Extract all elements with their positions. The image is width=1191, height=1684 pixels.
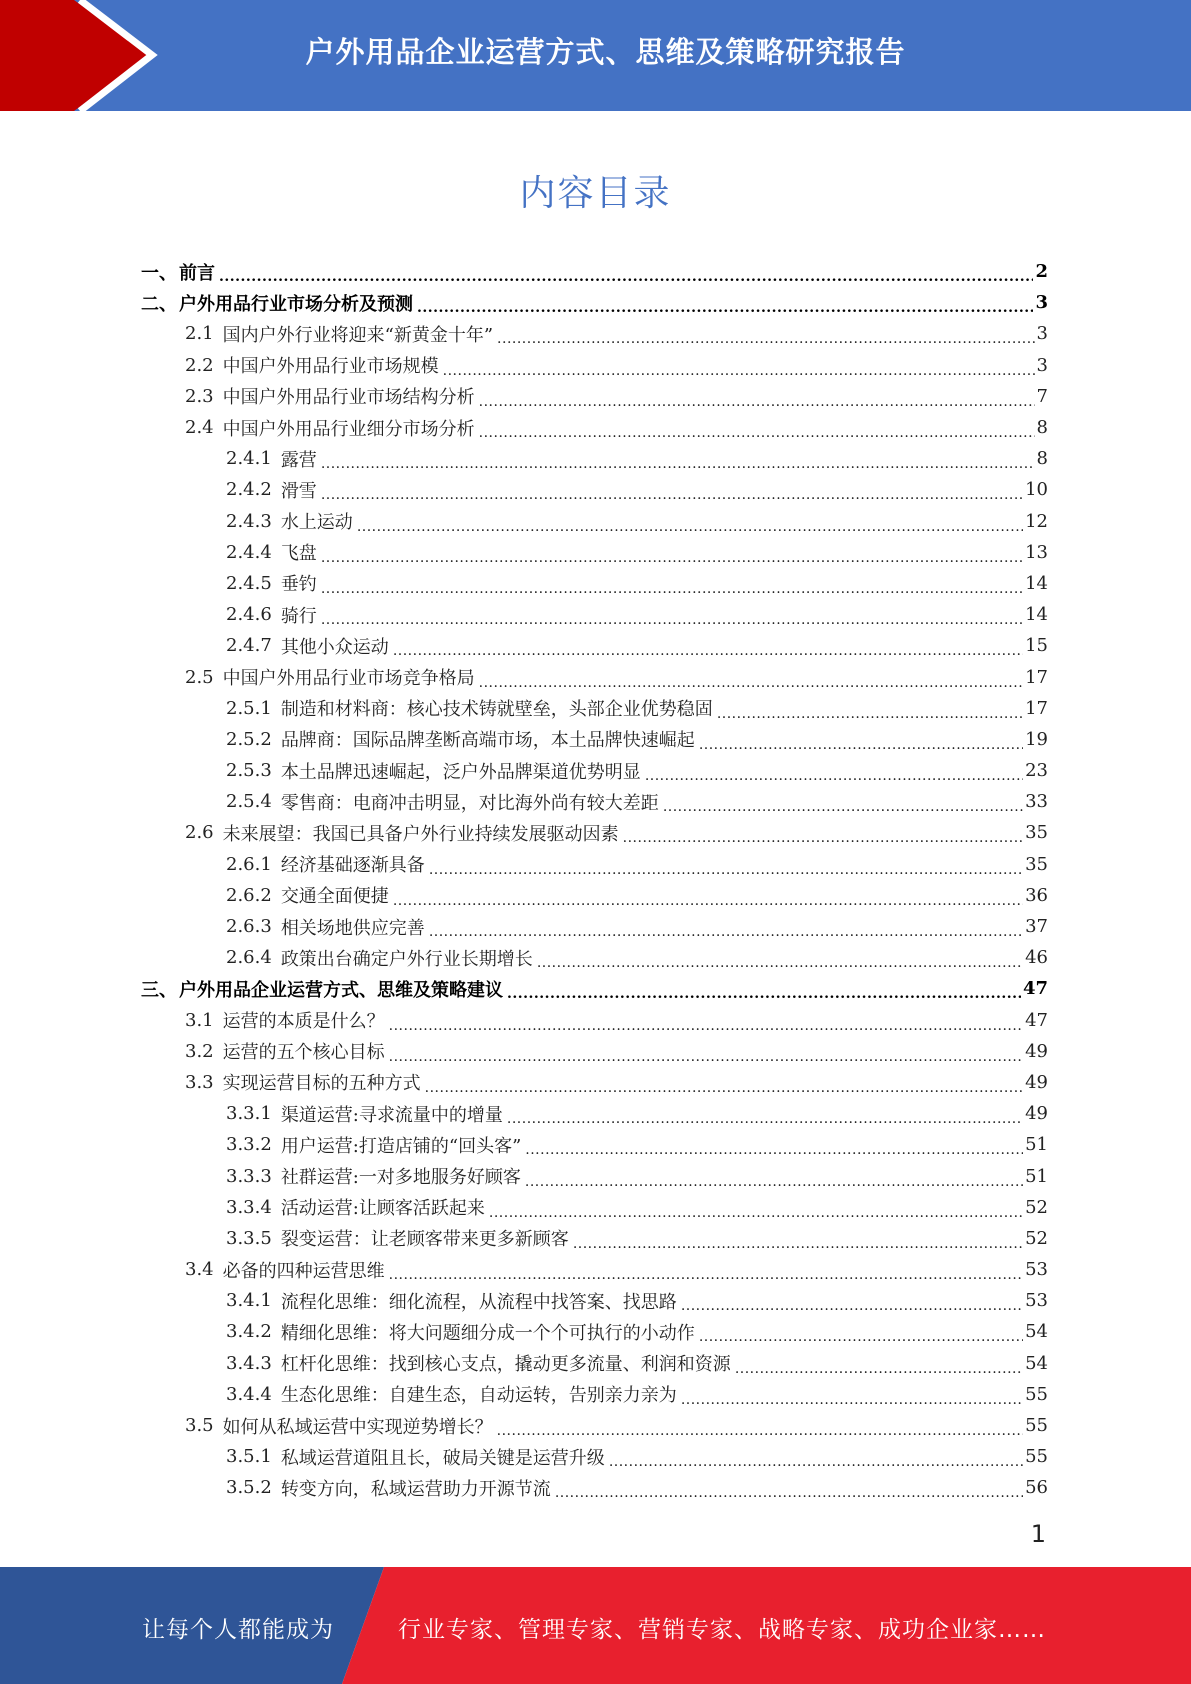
toc-entry-title: 露营 bbox=[280, 449, 317, 471]
toc-entry-page: 51 bbox=[1025, 1134, 1048, 1156]
toc-entry-page: 52 bbox=[1025, 1196, 1048, 1218]
toc-entry-title: 运营的本质是什么？ bbox=[222, 1011, 385, 1033]
toc-dot-leader bbox=[389, 1045, 1023, 1066]
toc-dot-leader bbox=[681, 1294, 1023, 1315]
toc-dot-leader bbox=[525, 1170, 1023, 1191]
toc-entry-page: 3 bbox=[1035, 292, 1048, 314]
toc-entry-page: 17 bbox=[1025, 697, 1048, 719]
toc-entry-title: 零售商：电商冲击明显，对比海外尚有较大差距 bbox=[280, 792, 659, 814]
toc-entry[interactable] bbox=[141, 1410, 1048, 1441]
toc-entry[interactable] bbox=[141, 1160, 1048, 1191]
toc-entry-page: 13 bbox=[1025, 541, 1048, 563]
toc-entry[interactable] bbox=[141, 443, 1048, 474]
table-of-contents bbox=[141, 256, 1048, 1504]
header-band bbox=[0, 0, 1191, 111]
toc-entry[interactable] bbox=[141, 880, 1048, 911]
toc-entry-number: 2.4.2 bbox=[226, 479, 272, 501]
toc-entry-number: 二、 bbox=[141, 293, 177, 315]
toc-entry-page: 8 bbox=[1036, 448, 1048, 470]
toc-entry-page: 54 bbox=[1025, 1352, 1048, 1374]
toc-entry[interactable] bbox=[141, 1223, 1048, 1254]
toc-entry-page: 7 bbox=[1036, 385, 1048, 407]
toc-dot-leader bbox=[417, 296, 1033, 317]
toc-entry-page: 52 bbox=[1025, 1227, 1048, 1249]
toc-entry[interactable] bbox=[141, 599, 1048, 630]
toc-entry[interactable] bbox=[141, 287, 1048, 318]
toc-entry-title: 相关场地供应完善 bbox=[280, 917, 425, 939]
toc-entry-title: 中国户外用品行业市场结构分析 bbox=[222, 387, 475, 409]
toc-entry[interactable] bbox=[141, 1254, 1048, 1285]
toc-entry[interactable] bbox=[141, 1348, 1048, 1379]
toc-entry-title: 如何从私域运营中实现逆势增长？ bbox=[222, 1416, 493, 1438]
toc-dot-leader bbox=[425, 1076, 1023, 1097]
toc-entry-title: 杠杆化思维：找到核心支点，撬动更多流量、利润和资源 bbox=[280, 1354, 731, 1376]
toc-entry-number: 2.3 bbox=[185, 385, 214, 407]
toc-entry-number: 3.3.1 bbox=[226, 1103, 272, 1125]
toc-entry-number: 2.5 bbox=[185, 666, 214, 688]
toc-entry-page: 51 bbox=[1025, 1165, 1048, 1187]
toc-dot-leader bbox=[699, 1325, 1023, 1346]
toc-entry-page: 14 bbox=[1025, 604, 1048, 626]
toc-entry-title: 生态化思维：自建生态，自动运转，告别亲力亲为 bbox=[280, 1385, 677, 1407]
toc-entry-number: 三、 bbox=[141, 979, 177, 1001]
toc-entry-title: 其他小众运动 bbox=[280, 636, 389, 658]
toc-dot-leader bbox=[497, 327, 1035, 348]
toc-entry-number: 3.3.2 bbox=[226, 1134, 272, 1156]
toc-entry-page: 49 bbox=[1025, 1071, 1048, 1093]
toc-entry-page: 35 bbox=[1025, 853, 1048, 875]
toc-entry-number: 2.6.2 bbox=[226, 884, 272, 906]
toc-entry-page: 12 bbox=[1025, 510, 1048, 532]
toc-entry-number: 3.3.4 bbox=[226, 1196, 272, 1218]
toc-entry-number: 3.5.1 bbox=[226, 1446, 272, 1468]
toc-dot-leader bbox=[497, 1419, 1023, 1440]
toc-entry-title: 品牌商：国际品牌垄断高端市场，本土品牌快速崛起 bbox=[280, 730, 695, 752]
toc-dot-leader bbox=[389, 1014, 1023, 1035]
toc-entry-page: 19 bbox=[1025, 728, 1048, 750]
toc-entry-number: 3.4.4 bbox=[226, 1383, 272, 1405]
toc-dot-leader bbox=[357, 515, 1023, 536]
toc-entry-number: 3.1 bbox=[185, 1009, 214, 1031]
toc-entry-title: 流程化思维：细化流程，从流程中找答案、找思路 bbox=[280, 1291, 677, 1313]
toc-entry-title: 滑雪 bbox=[280, 480, 317, 502]
toc-entry-title: 裂变运营：让老顾客带来更多新顾客 bbox=[280, 1229, 569, 1251]
toc-entry[interactable] bbox=[141, 630, 1048, 661]
toc-entry-page: 54 bbox=[1025, 1321, 1048, 1343]
report-title: 户外用品企业运营方式、思维及策略研究报告 bbox=[305, 35, 906, 69]
toc-entry-number: 2.6.3 bbox=[226, 916, 272, 938]
toc-entry-number: 2.4.1 bbox=[226, 448, 272, 470]
toc-entry-title: 实现运营目标的五种方式 bbox=[222, 1073, 421, 1095]
toc-entry-number: 3.3 bbox=[185, 1071, 214, 1093]
toc-entry-page: 53 bbox=[1025, 1259, 1048, 1281]
toc-heading: 内容目录 bbox=[519, 173, 672, 214]
toc-entry[interactable] bbox=[141, 786, 1048, 817]
toc-entry[interactable] bbox=[141, 1098, 1048, 1129]
toc-dot-leader bbox=[321, 452, 1035, 473]
toc-dot-leader bbox=[393, 889, 1023, 910]
toc-dot-leader bbox=[555, 1481, 1023, 1502]
toc-entry[interactable] bbox=[141, 1316, 1048, 1347]
toc-entry-title: 制造和材料商：核心技术铸就壁垒，头部企业优势稳固 bbox=[280, 699, 713, 721]
toc-entry-title: 国内户外行业将迎来“新黄金十年” bbox=[222, 324, 494, 346]
toc-entry-title: 渠道运营:寻求流量中的增量 bbox=[280, 1104, 503, 1126]
toc-dot-leader bbox=[645, 764, 1023, 785]
toc-entry-page: 55 bbox=[1025, 1415, 1048, 1437]
toc-entry-title: 精细化思维：将大问题细分成一个个可执行的小动作 bbox=[280, 1322, 695, 1344]
toc-dot-leader bbox=[717, 702, 1023, 723]
toc-entry[interactable] bbox=[141, 474, 1048, 505]
toc-entry-title: 中国户外用品行业细分市场分析 bbox=[222, 418, 475, 440]
toc-entry[interactable] bbox=[141, 693, 1048, 724]
toc-entry[interactable] bbox=[141, 1192, 1048, 1223]
toc-entry-number: 3.4.2 bbox=[226, 1321, 272, 1343]
toc-entry-number: 3.4 bbox=[185, 1259, 214, 1281]
toc-dot-leader bbox=[321, 546, 1023, 567]
toc-entry-number: 2.5.2 bbox=[226, 728, 272, 750]
toc-entry-page: 36 bbox=[1025, 884, 1048, 906]
toc-entry[interactable] bbox=[141, 911, 1048, 942]
toc-dot-leader bbox=[479, 390, 1035, 411]
toc-entry-number: 3.5.2 bbox=[226, 1477, 272, 1499]
toc-entry[interactable] bbox=[141, 318, 1048, 349]
footer-slogan-right: 行业专家、管理专家、营销专家、战略专家、成功企业家…… bbox=[398, 1617, 1046, 1643]
toc-entry-page: 10 bbox=[1025, 479, 1048, 501]
toc-entry[interactable] bbox=[141, 1379, 1048, 1410]
toc-entry[interactable] bbox=[141, 942, 1048, 973]
toc-dot-leader bbox=[429, 920, 1023, 941]
toc-entry-title: 经济基础逐渐具备 bbox=[280, 855, 425, 877]
toc-dot-leader bbox=[219, 265, 1033, 286]
toc-entry-number: 一、 bbox=[141, 262, 177, 284]
toc-entry-page: 17 bbox=[1025, 666, 1048, 688]
toc-dot-leader bbox=[609, 1450, 1023, 1471]
toc-entry-page: 3 bbox=[1036, 354, 1048, 376]
toc-entry-number: 3.5 bbox=[185, 1415, 214, 1437]
toc-entry[interactable] bbox=[141, 1441, 1048, 1472]
toc-entry-number: 2.4 bbox=[185, 417, 214, 439]
toc-entry-page: 49 bbox=[1025, 1103, 1048, 1125]
toc-dot-leader bbox=[393, 639, 1023, 660]
toc-entry-title: 用户运营:打造店铺的“回头客” bbox=[280, 1135, 522, 1157]
toc-entry-page: 35 bbox=[1025, 822, 1048, 844]
toc-entry-title: 本土品牌迅速崛起，泛户外品牌渠道优势明显 bbox=[280, 761, 641, 783]
toc-entry-number: 2.6 bbox=[185, 822, 214, 844]
toc-entry-number: 2.5.3 bbox=[226, 760, 272, 782]
toc-entry-page: 37 bbox=[1025, 916, 1048, 938]
toc-entry-number: 2.5.4 bbox=[226, 791, 272, 813]
toc-entry-page: 49 bbox=[1025, 1040, 1048, 1062]
toc-entry-number: 2.1 bbox=[185, 323, 214, 345]
toc-dot-leader bbox=[735, 1357, 1023, 1378]
toc-entry-title: 转变方向，私域运营助力开源节流 bbox=[280, 1478, 551, 1500]
toc-entry[interactable] bbox=[141, 412, 1048, 443]
toc-entry-page: 3 bbox=[1036, 323, 1048, 345]
toc-entry-page: 53 bbox=[1025, 1290, 1048, 1312]
toc-entry-page: 14 bbox=[1025, 572, 1048, 594]
toc-entry-page: 47 bbox=[1025, 1009, 1048, 1031]
toc-entry[interactable] bbox=[141, 537, 1048, 568]
toc-entry-title: 水上运动 bbox=[280, 512, 353, 534]
toc-dot-leader bbox=[479, 671, 1023, 692]
toc-dot-leader bbox=[389, 1263, 1023, 1284]
toc-dot-leader bbox=[489, 1201, 1023, 1222]
toc-entry[interactable] bbox=[141, 1005, 1048, 1036]
toc-entry-title: 中国户外用品行业市场竞争格局 bbox=[222, 668, 475, 690]
toc-entry-title: 政策出台确定户外行业长期增长 bbox=[280, 948, 533, 970]
toc-dot-leader bbox=[663, 795, 1023, 816]
toc-entry[interactable] bbox=[141, 1472, 1048, 1503]
toc-entry-title: 户外用品企业运营方式、思维及策略建议 bbox=[179, 979, 503, 1001]
toc-dot-leader bbox=[321, 577, 1023, 598]
toc-entry-title: 前言 bbox=[179, 262, 215, 284]
toc-dot-leader bbox=[321, 608, 1023, 629]
toc-entry-number: 2.4.3 bbox=[226, 510, 272, 532]
toc-entry-number: 3.2 bbox=[185, 1040, 214, 1062]
toc-entry-title: 运营的五个核心目标 bbox=[222, 1042, 385, 1064]
toc-dot-leader bbox=[537, 951, 1023, 972]
toc-entry-number: 3.3.5 bbox=[226, 1227, 272, 1249]
toc-entry-number: 2.4.4 bbox=[226, 541, 272, 563]
toc-entry[interactable] bbox=[141, 381, 1048, 412]
toc-entry-page: 55 bbox=[1025, 1383, 1048, 1405]
toc-dot-leader bbox=[525, 1138, 1023, 1159]
toc-entry-title: 社群运营:一对多地服务好顾客 bbox=[280, 1167, 521, 1189]
toc-entry[interactable] bbox=[141, 661, 1048, 692]
toc-entry[interactable] bbox=[141, 506, 1048, 537]
toc-entry[interactable] bbox=[141, 755, 1048, 786]
toc-entry-number: 3.3.3 bbox=[226, 1165, 272, 1187]
toc-entry-page: 55 bbox=[1025, 1446, 1048, 1468]
toc-entry[interactable] bbox=[141, 256, 1048, 287]
toc-dot-leader bbox=[479, 421, 1035, 442]
toc-entry-title: 骑行 bbox=[280, 605, 317, 627]
toc-entry[interactable] bbox=[141, 724, 1048, 755]
toc-entry-title: 必备的四种运营思维 bbox=[222, 1260, 385, 1282]
toc-entry-number: 2.5.1 bbox=[226, 697, 272, 719]
toc-entry-number: 2.2 bbox=[185, 354, 214, 376]
toc-entry-number: 2.4.6 bbox=[226, 604, 272, 626]
toc-dot-leader bbox=[507, 982, 1021, 1003]
toc-dot-leader bbox=[623, 826, 1023, 847]
toc-dot-leader bbox=[321, 483, 1023, 504]
toc-entry-number: 2.6.1 bbox=[226, 853, 272, 875]
toc-entry[interactable] bbox=[141, 1129, 1048, 1160]
toc-entry-page: 8 bbox=[1036, 417, 1048, 439]
toc-entry-number: 2.4.5 bbox=[226, 572, 272, 594]
toc-dot-leader bbox=[681, 1388, 1023, 1409]
toc-dot-leader bbox=[507, 1107, 1023, 1128]
footer-slogan-left: 让每个人都能成为 bbox=[142, 1617, 334, 1643]
toc-entry-title: 中国户外用品行业市场规模 bbox=[222, 356, 439, 378]
toc-entry-page: 23 bbox=[1025, 760, 1048, 782]
toc-dot-leader bbox=[429, 858, 1023, 879]
toc-entry-page: 47 bbox=[1022, 978, 1048, 1000]
toc-entry-number: 3.4.1 bbox=[226, 1290, 272, 1312]
toc-dot-leader bbox=[443, 359, 1035, 380]
toc-entry[interactable] bbox=[141, 1036, 1048, 1067]
toc-entry-number: 3.4.3 bbox=[226, 1352, 272, 1374]
toc-entry-title: 飞盘 bbox=[280, 543, 317, 565]
toc-dot-leader bbox=[573, 1232, 1023, 1253]
toc-entry-title: 未来展望：我国已具备户外行业持续发展驱动因素 bbox=[222, 823, 619, 845]
toc-entry-title: 活动运营:让顾客活跃起来 bbox=[280, 1198, 485, 1220]
toc-entry[interactable] bbox=[141, 973, 1048, 1004]
toc-dot-leader bbox=[699, 733, 1023, 754]
toc-entry-page: 2 bbox=[1035, 261, 1048, 283]
toc-entry-title: 私域运营道阻且长，破局关键是运营升级 bbox=[280, 1447, 605, 1469]
toc-entry-page: 33 bbox=[1025, 791, 1048, 813]
toc-entry-page: 56 bbox=[1025, 1477, 1048, 1499]
toc-entry[interactable] bbox=[141, 1067, 1048, 1098]
toc-entry[interactable] bbox=[141, 350, 1048, 381]
toc-entry-number: 2.4.7 bbox=[226, 635, 272, 657]
footer-band bbox=[0, 1567, 1191, 1684]
toc-entry[interactable] bbox=[141, 849, 1048, 880]
toc-entry-page: 46 bbox=[1025, 947, 1048, 969]
toc-entry-title: 垂钓 bbox=[280, 574, 317, 596]
toc-entry-page: 15 bbox=[1025, 635, 1048, 657]
page-number: 1 bbox=[1030, 1520, 1046, 1548]
toc-entry[interactable] bbox=[141, 1285, 1048, 1316]
toc-entry-title: 户外用品行业市场分析及预测 bbox=[179, 293, 413, 315]
toc-entry[interactable] bbox=[141, 568, 1048, 599]
toc-entry[interactable] bbox=[141, 817, 1048, 848]
toc-entry-title: 交通全面便捷 bbox=[280, 886, 389, 908]
toc-entry-number: 2.6.4 bbox=[226, 947, 272, 969]
